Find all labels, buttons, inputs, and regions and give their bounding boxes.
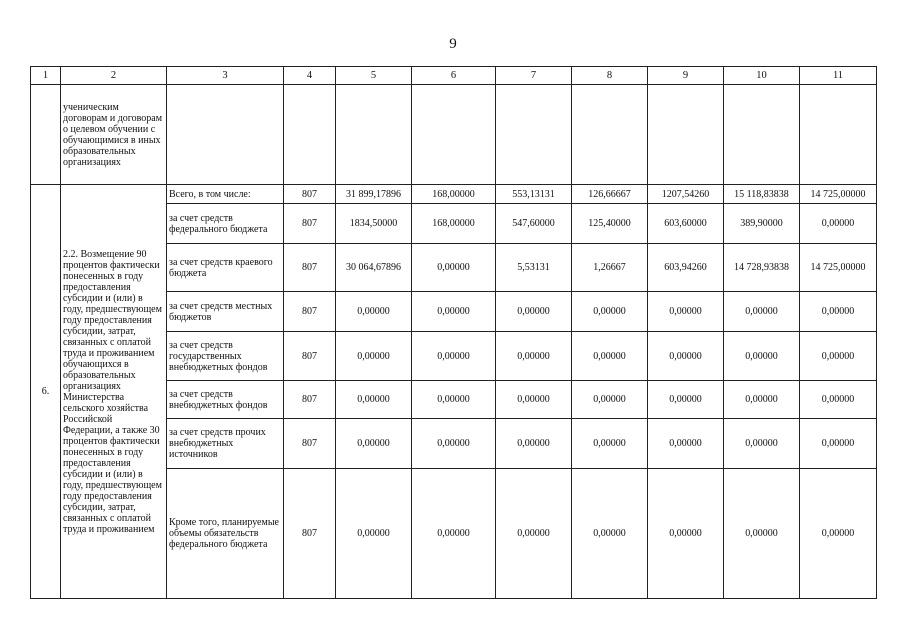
value-cell: 125,40000 (572, 204, 648, 244)
funding-source: за счет средств внебюджетных фондов (167, 381, 284, 419)
value-cell: 0,00000 (412, 244, 496, 292)
value-cell: 0,00000 (800, 469, 877, 599)
funding-source: за счет средств краевого бюджета (167, 244, 284, 292)
empty-cell (572, 85, 648, 185)
empty-cell (31, 85, 61, 185)
code-cell: 807 (284, 185, 336, 204)
value-cell: 0,00000 (336, 419, 412, 469)
col-header: 4 (284, 67, 336, 85)
col-header: 7 (496, 67, 572, 85)
value-cell: 0,00000 (648, 292, 724, 332)
col-header: 9 (648, 67, 724, 85)
value-cell: 0,00000 (412, 469, 496, 599)
col-header: 11 (800, 67, 877, 85)
item-index: 6. (31, 185, 61, 599)
value-cell: 0,00000 (800, 381, 877, 419)
value-cell: 1,26667 (572, 244, 648, 292)
funding-source: за счет средств государственных внебюджетных фондов (167, 332, 284, 381)
header-row (31, 67, 877, 85)
value-cell: 0,00000 (572, 419, 648, 469)
continuation-text: ученическим договорам и договорам о целевом обучении с обучающимися в иных образовательных организациях (61, 85, 167, 185)
value-cell: 0,00000 (412, 381, 496, 419)
funding-source: за счет средств федерального бюджета (167, 204, 284, 244)
budget-table (30, 66, 877, 599)
col-header: 1 (31, 67, 61, 85)
value-cell: 0,00000 (724, 419, 800, 469)
col-header: 8 (572, 67, 648, 85)
table-row (31, 185, 877, 204)
value-cell: 168,00000 (412, 185, 496, 204)
value-cell: 553,13131 (496, 185, 572, 204)
empty-cell (648, 85, 724, 185)
code-cell: 807 (284, 292, 336, 332)
value-cell: 0,00000 (336, 292, 412, 332)
value-cell: 1207,54260 (648, 185, 724, 204)
empty-cell (284, 85, 336, 185)
value-cell: 126,66667 (572, 185, 648, 204)
empty-cell (496, 85, 572, 185)
item-description: 2.2. Возмещение 90 процентов фактически понесенных в году предоставления субсидии и (или) в году, предшествующем году предоставления субсидии, затрат, связанных с оплатой труда и проживанием обучающихся в образовательных организациях Министерства сельского хозяйства Российской Федерации, а также 30 процентов фактически понесенных в году предоставления субсидии и (или) в году, предшествующем году предоставления субсидии, затрат, связанных с оплатой труда и проживанием (61, 185, 167, 599)
funding-source: за счет средств местных бюджетов (167, 292, 284, 332)
value-cell: 0,00000 (648, 332, 724, 381)
value-cell: 0,00000 (724, 332, 800, 381)
empty-cell (412, 85, 496, 185)
col-header: 6 (412, 67, 496, 85)
value-cell: 0,00000 (336, 469, 412, 599)
code-cell: 807 (284, 332, 336, 381)
col-header: 2 (61, 67, 167, 85)
value-cell: 0,00000 (648, 419, 724, 469)
value-cell: 168,00000 (412, 204, 496, 244)
value-cell: 0,00000 (412, 332, 496, 381)
value-cell: 14 728,93838 (724, 244, 800, 292)
value-cell: 0,00000 (412, 419, 496, 469)
value-cell: 30 064,67896 (336, 244, 412, 292)
value-cell: 1834,50000 (336, 204, 412, 244)
funding-source: Всего, в том числе: (167, 185, 284, 204)
value-cell: 0,00000 (572, 292, 648, 332)
continuation-row (31, 85, 877, 185)
value-cell: 603,94260 (648, 244, 724, 292)
value-cell: 0,00000 (496, 381, 572, 419)
code-cell: 807 (284, 244, 336, 292)
value-cell: 0,00000 (800, 332, 877, 381)
code-cell: 807 (284, 204, 336, 244)
value-cell: 31 899,17896 (336, 185, 412, 204)
value-cell: 547,60000 (496, 204, 572, 244)
funding-source: за счет средств прочих внебюджетных источников (167, 419, 284, 469)
value-cell: 603,60000 (648, 204, 724, 244)
value-cell: 15 118,83838 (724, 185, 800, 204)
value-cell: 0,00000 (648, 469, 724, 599)
value-cell: 0,00000 (496, 419, 572, 469)
code-cell: 807 (284, 419, 336, 469)
value-cell: 0,00000 (572, 381, 648, 419)
col-header: 3 (167, 67, 284, 85)
value-cell: 5,53131 (496, 244, 572, 292)
code-cell: 807 (284, 381, 336, 419)
value-cell: 0,00000 (800, 292, 877, 332)
value-cell: 0,00000 (572, 332, 648, 381)
value-cell: 0,00000 (800, 419, 877, 469)
value-cell: 0,00000 (724, 381, 800, 419)
value-cell: 0,00000 (572, 469, 648, 599)
value-cell: 0,00000 (496, 469, 572, 599)
col-header: 10 (724, 67, 800, 85)
value-cell: 14 725,00000 (800, 244, 877, 292)
value-cell: 0,00000 (648, 381, 724, 419)
value-cell: 0,00000 (336, 332, 412, 381)
page-number: 9 (449, 36, 457, 52)
funding-source: Кроме того, планируемые объемы обязательств федерального бюджета (167, 469, 284, 599)
value-cell: 0,00000 (800, 204, 877, 244)
value-cell: 14 725,00000 (800, 185, 877, 204)
value-cell: 0,00000 (496, 332, 572, 381)
value-cell: 0,00000 (724, 469, 800, 599)
empty-cell (724, 85, 800, 185)
value-cell: 0,00000 (336, 381, 412, 419)
value-cell: 0,00000 (724, 292, 800, 332)
value-cell: 0,00000 (412, 292, 496, 332)
col-header: 5 (336, 67, 412, 85)
empty-cell (336, 85, 412, 185)
empty-cell (167, 85, 284, 185)
code-cell: 807 (284, 469, 336, 599)
value-cell: 389,90000 (724, 204, 800, 244)
value-cell: 0,00000 (496, 292, 572, 332)
empty-cell (800, 85, 877, 185)
